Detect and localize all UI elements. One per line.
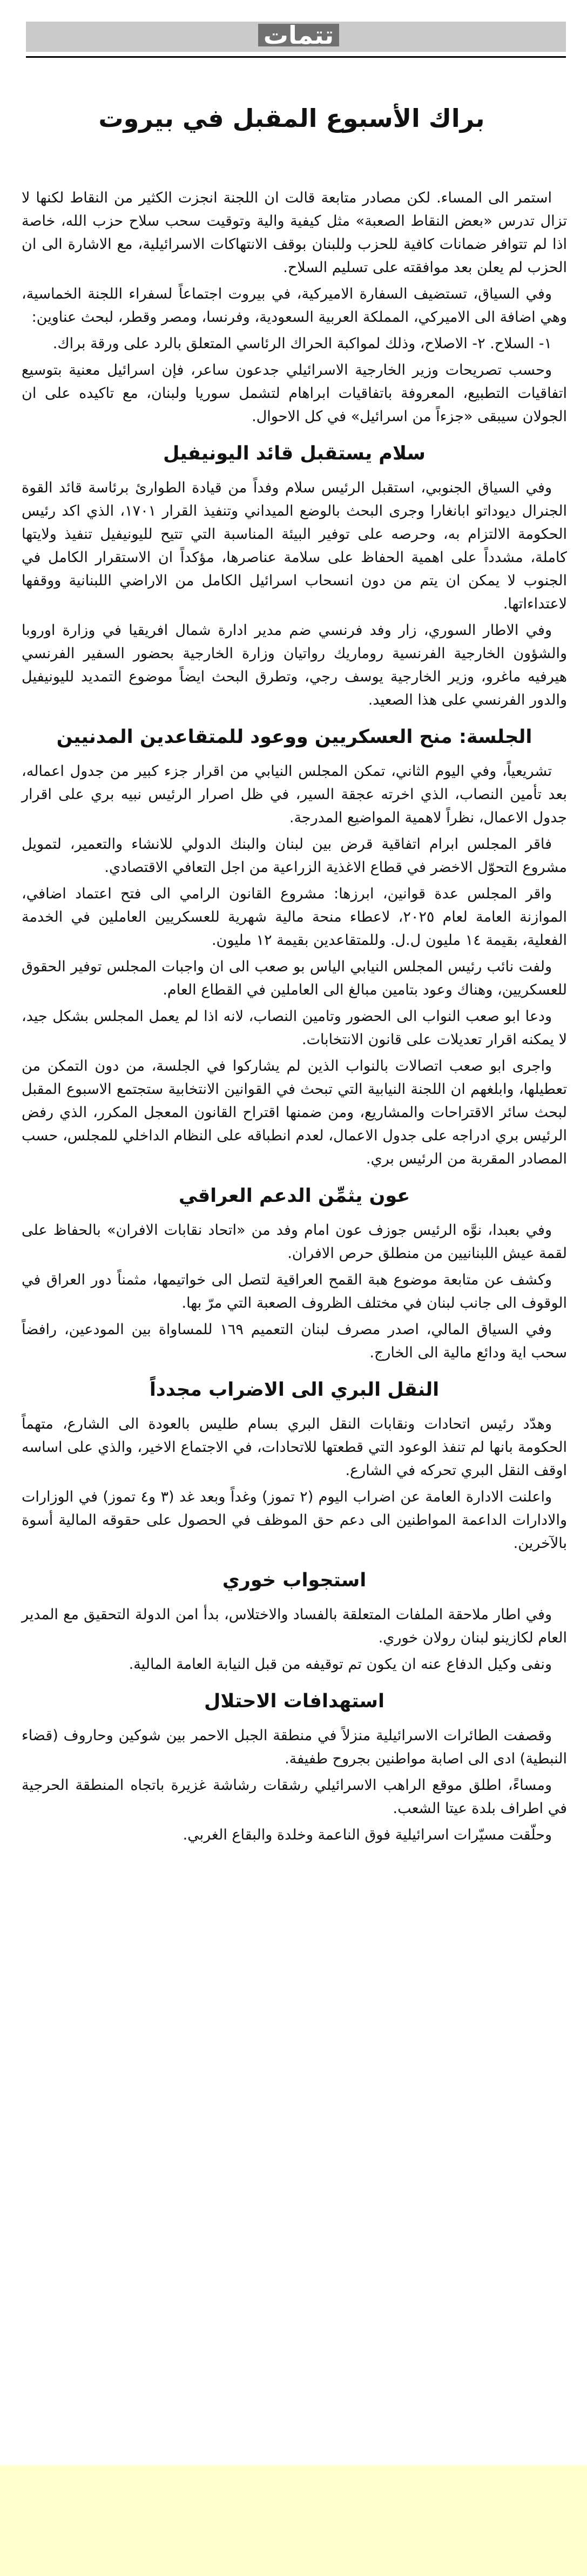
article-paragraph: وكشف عن متابعة موضوع هبة القمح العراقية لتصل الى خواتيمها، مثمناً دور العراق في الوقوف الى جانب لبنان في مختلف الظروف الصعبة التي مرّ بها. — [22, 1272, 567, 1311]
article-body — [22, 186, 567, 1850]
footer-band — [0, 2465, 587, 2576]
section-heading: استجواب خوري — [222, 1570, 367, 1591]
article-paragraph: استمر الى المساء. لكن مصادر متابعة قالت ان اللجنة انجزت الكثير من النقاط لكنها لا تزال تدرس «بعض النقاط الصعبة» مثل كيفية والية وتوقيت سحب سلاح حزب الله، خاصة اذا لم تتوافر ضمانات كافية للحزب وللبنان بوقف الانتهاكات الاسرائيلية، مع الاشارة الى ان الحزب لم يعلن بعد موافقته على تسليم السلاح. — [22, 190, 567, 276]
article-paragraph: وفي بعبدا، نوَّه الرئيس جوزف عون امام وفد من «اتحاد نقابات الافران» بالحفاظ على لقمة عيش اللبنانيين من منطلق حرص الافران. — [22, 1222, 567, 1262]
article-paragraph: وفي الاطار السوري، زار وفد فرنسي ضم مدير ادارة شمال افريقيا في وزارة اوروبا والشؤون الخارجية الفرنسية روماريك رواتيان وزارة الخارجية بحضور السفير الفرنسي هيرفيه ماغرو، وزير الخارجية يوسف رجي، وتطرق البحث ايضاً موضوع التمديد لليونيفيل والدور الفرنسي على هذا الصعيد. — [22, 622, 567, 708]
article-paragraph: وفي السياق الجنوبي، استقبل الرئيس سلام وفداً من قيادة الطوارئ برئاسة قائد القوة الجنرال ديوداتو ابانغارا وجرى البحث بالوضع الميداني وتنفيذ القرار ١٧٠١، الذي اكد رئيس الحكومة الالتزام به، وحرصه على توفير البيئة المناسبة التي تتيح لليونيفيل تنفيذ ولايتها كاملة، مشدداً على اهمية الحفاظ على سلامة عناصرها، مؤكداً ان الاستقرار الكامل في الجنوب لا يمكن ان يتم من دون انسحاب اسرائيل الكامل من الاراضي اللبنانية ووقفها لاعتداءاتها. — [22, 479, 567, 612]
article-paragraph: ومساءً، اطلق موقع الراهب الاسرائيلي رشقات رشاشة غزيرة باتجاه المنطقة الحرجية في اطراف بلدة عيتا الشعب. — [22, 1777, 567, 1817]
section-heading: الجلسة: منح العسكريين ووعود للمتقاعدين المدنيين — [56, 726, 532, 748]
article-paragraph: تشريعياً، وفي اليوم الثاني، تمكن المجلس النيابي من اقرار جزء كبير من جدول اعماله، بعد تأمين النصاب، الذي اخرته عجقة السير، في ظل اصرار الرئيس نبيه بري على اقرار جدول الاعمال، نظراً لاهمية المواضيع المدرجة. — [22, 763, 567, 826]
article-paragraph: وفي السياق، تستضيف السفارة الاميركية، في بيروت اجتماعاً لسفراء اللجنة الخماسية، وهي اضافة الى الاميركي، المملكة العربية السعودية، وفرنسا، ومصر وقطر، لبحث عناوين: — [22, 286, 567, 326]
article-paragraph: ونفى وكيل الدفاع عنه ان يكون تم توقيفه من قبل النيابة العامة المالية. — [129, 1656, 552, 1673]
section-heading: استهدافات الاحتلال — [204, 1691, 384, 1712]
article-paragraph: وفي السياق المالي، اصدر مصرف لبنان التعميم ١٦٩ للمساواة بين المودعين، رافضاً سحب اية ودائع مالية الى الخارج. — [22, 1321, 567, 1361]
masthead-bar — [26, 22, 566, 52]
section-heading: سلام يستقبل قائد اليونيفيل — [163, 443, 426, 464]
section-heading: عون يثمِّن الدعم العراقي — [178, 1185, 410, 1207]
article-paragraph: ودعا ابو صعب النواب الى الحضور وتامين النصاب، لانه اذا لم يعمل المجلس بشكل جيد، لا يمكنه اقرار تعديلات على قانون الانتخابات. — [22, 1008, 567, 1048]
article-paragraph: واقر المجلس عدة قوانين، ابرزها: مشروع القانون الرامي الى فتح اعتماد اضافي، الموازنة العامة لعام ٢٠٢٥، لاعطاء منحة مالية شهرية للعسكريين العاملين في الخدمة الفعلية، بقيمة ١٤ مليون ل.ل. وللمتقاعدين بقيمة ١٢ مليون. — [22, 885, 567, 949]
article-paragraph: وحلّقت مسيّرات اسرائيلية فوق الناعمة وخلدة والبقاع الغربي. — [183, 1827, 552, 1843]
article-paragraph: ١- السلاح. ٢- الاصلاح، وذلك لمواكبة الحراك الرئاسي المتعلق بالرد على ورقة براك. — [52, 335, 552, 352]
masthead-rule — [26, 56, 566, 58]
article-paragraph: فاقر المجلس ابرام اتفاقية قرض بين لبنان والبنك الدولي للانشاء والتعمير، لتمويل مشروع التحوّل الاخضر في قطاع الاغذية الزراعية من اجل التعافي الاقتصادي. — [22, 836, 567, 876]
article-paragraph: واعلنت الادارة العامة عن اضراب اليوم (٢ تموز) وغداً وبعد غد (٣ و٤ تموز) في الوزارات والادارات الداعمة المواطنين الى دعم حق الموظف في الحصول على حقوقه المالية أسوة بالآخرين. — [22, 1489, 567, 1552]
article-paragraph: وفي اطار ملاحقة الملفات المتعلقة بالفساد والاختلاس، بدأ امن الدولة التحقيق مع المدير العام لكازينو لبنان رولان خوري. — [22, 1606, 567, 1646]
article-paragraph: واجرى ابو صعب اتصالات بالنواب الذين لم يشاركوا في الجلسة، من دون التمكن من تعطيلها، وابلغهم ان اللجنة النيابية التي تبحث في القوانين الانتخابية ستجتمع الاسبوع المقبل لبحث سائر الاقتراحات والمشاريع، ومن ضمنها اقتراح القانون المعجل المكرر، الذي رفض الرئيس بري ادراجه على جدول الاعمال، لعدم انطباقه على النظام الداخلي للمجلس، حسب المصادر المقربة من الرئيس بري. — [22, 1058, 567, 1167]
article-paragraph: وقصفت الطائرات الاسرائيلية منزلاً في منطقة الجبل الاحمر بين شوكين وحاروف (قضاء النبطية) ادى الى اصابة مواطنين بجروح طفيفة. — [22, 1727, 567, 1767]
article-paragraph: وحسب تصريحات وزير الخارجية الاسرائيلي جدعون ساعر، فإن اسرائيل معنية بتوسيع اتفاقيات التطبيع، المعروفة باتفاقيات ابراهام لتشمل سوريا ولبنان، مع تاكيده على ان الجولان سيبقى «جزءاً من اسرائيل» في كل الاحوال. — [22, 362, 567, 425]
article-paragraph: ولفت نائب رئيس المجلس النيابي الياس بو صعب الى ان واجبات المجلس توفير الحقوق للعسكريين، وهناك وعود بتامين مبالغ الى العاملين في القطاع العام. — [22, 958, 567, 998]
section-heading: النقل البري الى الاضراب مجدداً — [149, 1379, 440, 1401]
masthead-title: تتمات — [258, 24, 339, 46]
article-headline: براك الأسبوع المقبل في بيروت — [98, 104, 485, 133]
article-paragraph: وهدّد رئيس اتحادات ونقابات النقل البري بسام طليس بالعودة الى الشارع، متهماً الحكومة بانها لم تنفذ الوعود التي قطعتها للاتحادات، في الاجتماع الاخير، والذي على اساسه اوقف النقل البري تحركه في الشارع. — [22, 1416, 567, 1479]
